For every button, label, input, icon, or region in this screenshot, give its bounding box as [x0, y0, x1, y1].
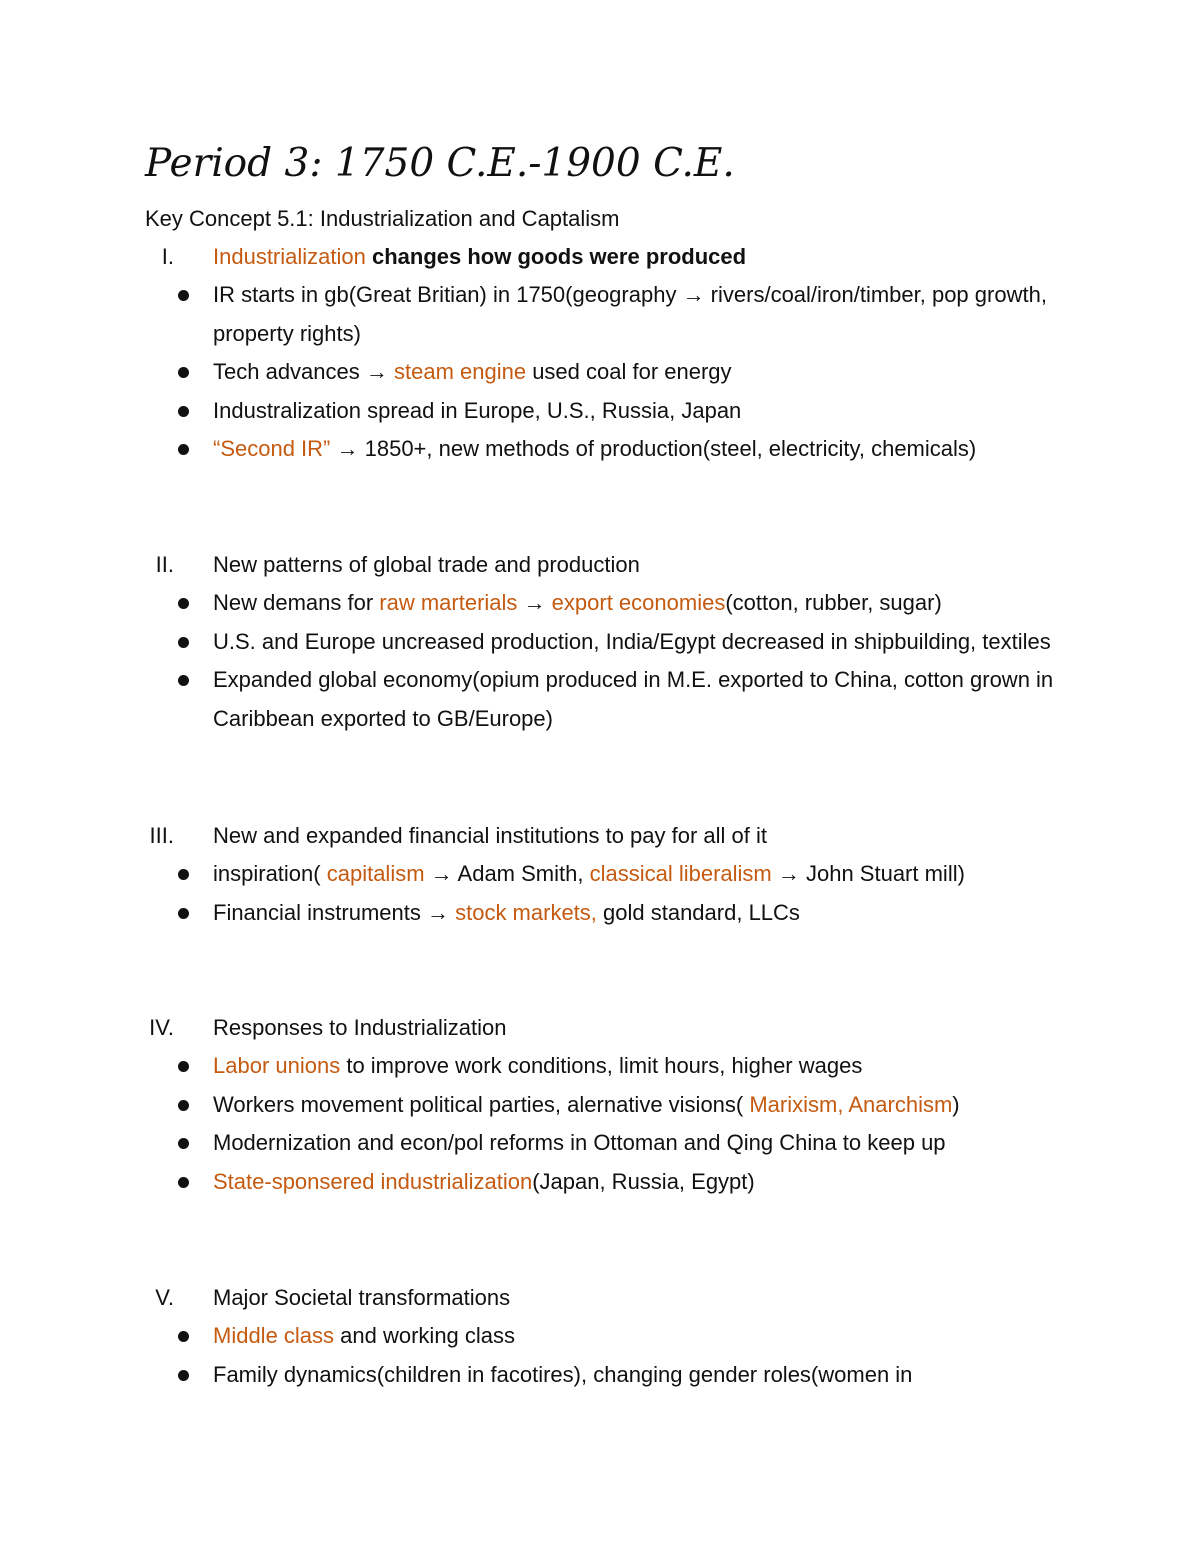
- bullet-dot-icon: [178, 1177, 189, 1188]
- bullet-dot-icon: [178, 675, 189, 686]
- section-heading: Major Societal transformations: [213, 1285, 511, 1310]
- section-header: [0, 238, 1200, 276]
- bullet-item: [0, 1356, 1073, 1395]
- section-3: [0, 817, 1200, 932]
- section-header: [0, 1279, 1200, 1317]
- bullet-text: (Japan, Russia, Egypt): [532, 1168, 755, 1194]
- section-heading: Responses to Industrialization: [213, 1015, 507, 1040]
- section-5: [0, 1279, 1200, 1394]
- section-numeral: III.: [149, 823, 174, 848]
- highlighted-term: Labor unions: [213, 1053, 341, 1078]
- bullet-item: [0, 623, 1073, 662]
- bullet-list: [0, 584, 1200, 738]
- highlighted-term: steam engine: [393, 359, 527, 384]
- bullet-text: inspiration(: [213, 861, 327, 886]
- bullet-item: [0, 1047, 1073, 1086]
- bullet-text: Industralization spread in Europe, U.S., Russia, Japan: [213, 397, 742, 423]
- heading-highlight: Industrialization: [213, 244, 366, 269]
- bullet-dot-icon: [178, 1100, 189, 1111]
- bullet-text: U.S. and Europe uncreased production, India/Egypt decreased in shipbuilding, textiles: [213, 628, 1051, 654]
- bullet-dot-icon: [178, 1061, 189, 1072]
- key-concept-subtitle: Key Concept 5.1: Industrialization and Captalism: [145, 206, 620, 231]
- section-heading: [213, 238, 746, 276]
- bullet-text: IR starts in gb(Great Britian) in 1750(geography → rivers/coal/iron/timber, pop growth, property rights): [213, 282, 1047, 346]
- section-1: [0, 238, 1200, 469]
- bullet-dot-icon: [178, 1138, 189, 1149]
- page-title: Period 3: 1750 C.E.-1900 C.E.: [145, 141, 735, 186]
- highlighted-term: capitalism: [326, 861, 425, 886]
- bullet-list: [0, 1317, 1200, 1394]
- bullet-dot-icon: [178, 637, 189, 648]
- bullet-list: [0, 276, 1200, 469]
- bullet-text: Expanded global economy(opium produced in M.E. exported to China, cotton grown in Caribbean exported to GB/Europe): [213, 667, 1054, 731]
- section-heading: New patterns of global trade and production: [213, 552, 640, 577]
- highlighted-term: classical liberalism: [589, 861, 772, 886]
- section-numeral: IV.: [149, 1015, 174, 1040]
- bullet-dot-icon: [178, 406, 189, 417]
- highlighted-term: export economies: [551, 590, 726, 615]
- bullet-dot-icon: [178, 290, 189, 301]
- section-numeral: I.: [161, 244, 174, 269]
- bullet-item: [0, 661, 1073, 738]
- bullet-text: gold standard, LLCs: [596, 899, 800, 925]
- bullet-text: →: [517, 590, 552, 615]
- bullet-text: Tech advances →: [213, 359, 394, 384]
- bullet-item: [0, 584, 1073, 623]
- section-header: [0, 546, 1200, 584]
- highlighted-term: “Second IR”: [213, 436, 331, 461]
- section-4: [0, 1009, 1200, 1201]
- highlighted-term: raw marterials: [379, 590, 518, 615]
- highlighted-term: State-sponsered industrialization: [213, 1168, 533, 1194]
- section-heading: New and expanded financial institutions to pay for all of it: [213, 823, 767, 848]
- bullet-text: Workers movement political parties, alernative visions(: [213, 1091, 750, 1117]
- bullet-dot-icon: [178, 598, 189, 609]
- highlighted-term: stock markets,: [455, 899, 597, 925]
- bullet-item: [0, 1163, 1073, 1202]
- bullet-text: Modernization and econ/pol reforms in Ottoman and Qing China to keep up: [213, 1130, 946, 1155]
- bullet-item: [0, 855, 1073, 894]
- bullet-item: [0, 1124, 1073, 1163]
- bullet-dot-icon: [178, 367, 189, 378]
- bullet-dot-icon: [178, 908, 189, 919]
- bullet-dot-icon: [178, 1370, 189, 1381]
- bullet-item: [0, 430, 1073, 469]
- bullet-text: Financial instruments →: [213, 899, 456, 925]
- bullet-text: → John Stuart mill): [771, 861, 965, 886]
- bullet-text: (cotton, rubber, sugar): [725, 590, 942, 615]
- bullet-text: New demans for: [213, 590, 380, 615]
- bullet-list: [0, 1047, 1200, 1201]
- bullet-text: → Adam Smith,: [424, 861, 590, 886]
- bullet-list: [0, 855, 1200, 932]
- section-numeral: V.: [155, 1285, 174, 1310]
- bullet-dot-icon: [178, 1331, 189, 1342]
- bullet-item: [0, 894, 1073, 933]
- bullet-text: → 1850+, new methods of production(steel, electricity, chemicals): [330, 436, 977, 461]
- bullet-dot-icon: [178, 444, 189, 455]
- highlighted-term: Middle class: [213, 1323, 335, 1348]
- bullet-text: ): [952, 1091, 960, 1117]
- bullet-text: and working class: [334, 1323, 516, 1348]
- section-header: [0, 1009, 1200, 1047]
- bullet-item: [0, 1317, 1073, 1356]
- bullet-text: Family dynamics(children in facotires), changing gender roles(women in: [213, 1361, 913, 1387]
- section-numeral: II.: [155, 552, 174, 577]
- bullet-item: [0, 353, 1073, 392]
- bullet-text: used coal for energy: [526, 359, 732, 384]
- heading-text: changes how goods were produced: [365, 244, 747, 269]
- section-2: [0, 546, 1200, 738]
- bullet-dot-icon: [178, 869, 189, 880]
- bullet-item: [0, 276, 1073, 353]
- bullet-item: [0, 392, 1073, 431]
- bullet-text: to improve work conditions, limit hours, higher wages: [340, 1053, 863, 1078]
- section-header: [0, 817, 1200, 855]
- highlighted-term: Marixism, Anarchism: [749, 1091, 953, 1117]
- bullet-item: [0, 1086, 1073, 1125]
